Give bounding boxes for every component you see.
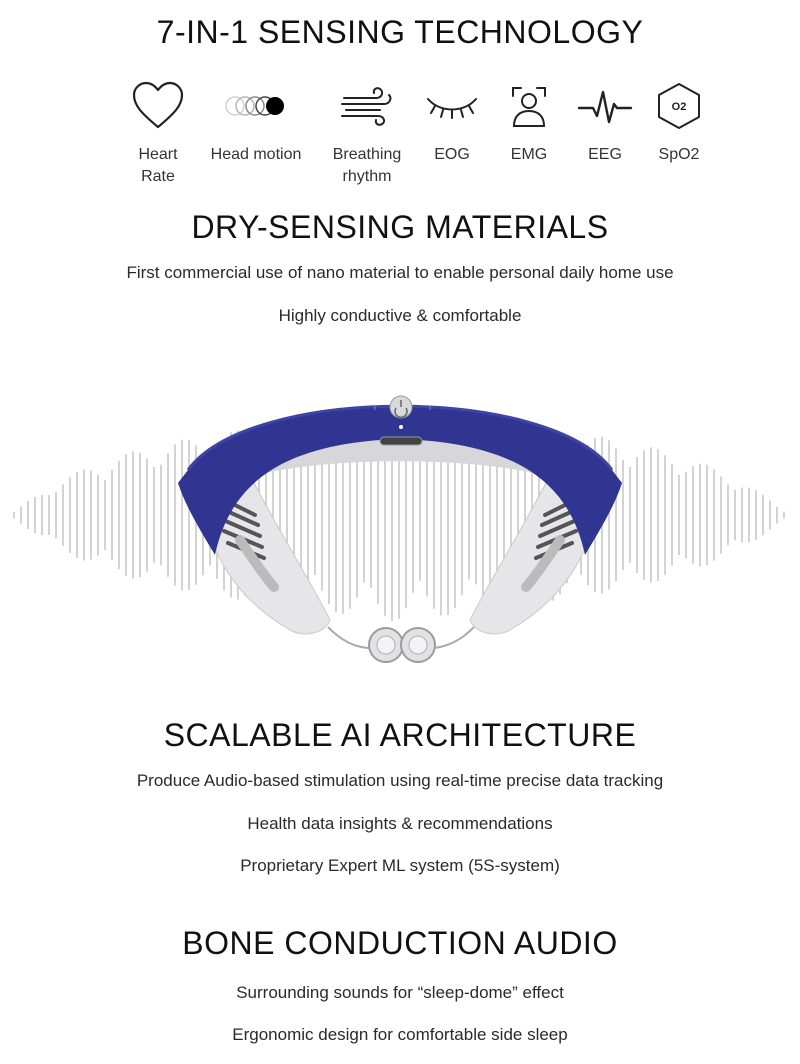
ai-line-3: Proprietary Expert ML system (5S-system) bbox=[240, 856, 560, 875]
sensor-label: EOG bbox=[434, 146, 470, 163]
headband-device-image bbox=[0, 365, 800, 675]
face-scan-icon bbox=[509, 78, 549, 134]
materials-line-2: Highly conductive & comfortable bbox=[278, 306, 522, 325]
head-motion-icon bbox=[223, 78, 289, 134]
sensor-heart-rate bbox=[108, 78, 208, 188]
breathing-icon bbox=[340, 78, 394, 134]
sensor-label: SpO2 bbox=[658, 146, 700, 163]
sensor-label: EEG bbox=[588, 146, 622, 163]
sensor-list bbox=[0, 78, 800, 198]
audio-title: BONE CONDUCTION AUDIO bbox=[182, 925, 618, 961]
ai-line-2: Health data insights & recommendations bbox=[247, 814, 553, 833]
eye-closed-icon bbox=[425, 78, 479, 134]
ai-line-1: Produce Audio-based stimulation using real-time precise data tracking bbox=[136, 771, 664, 790]
sensor-label: Head motion bbox=[210, 146, 302, 163]
brainwave-icon bbox=[577, 78, 633, 134]
heart-icon bbox=[131, 78, 185, 134]
sensor-label: Breathing rhythm bbox=[332, 146, 402, 185]
o2-hexagon-icon bbox=[655, 78, 703, 134]
audio-line-2: Ergonomic design for comfortable side sleep bbox=[232, 1025, 568, 1044]
materials-title: DRY-SENSING MATERIALS bbox=[191, 209, 609, 245]
svg-text:‹: ‹ bbox=[373, 403, 377, 414]
ai-title: SCALABLE AI ARCHITECTURE bbox=[163, 717, 637, 753]
sensor-head-motion bbox=[206, 78, 306, 166]
bone-conduction-pods bbox=[369, 628, 435, 662]
audio-line-1: Surrounding sounds for “sleep-dome” effect bbox=[236, 983, 564, 1002]
sensor-label: EMG bbox=[510, 146, 548, 163]
svg-text:›: › bbox=[428, 403, 432, 414]
sensor-spo2 bbox=[629, 78, 729, 166]
sensor-label: Heart Rate bbox=[138, 146, 178, 185]
o2-badge-text: O2 bbox=[671, 101, 687, 113]
sensing-title: 7-IN-1 SENSING TECHNOLOGY bbox=[156, 14, 644, 50]
materials-line-1: First commercial use of nano material to enable personal daily home use bbox=[126, 263, 674, 282]
